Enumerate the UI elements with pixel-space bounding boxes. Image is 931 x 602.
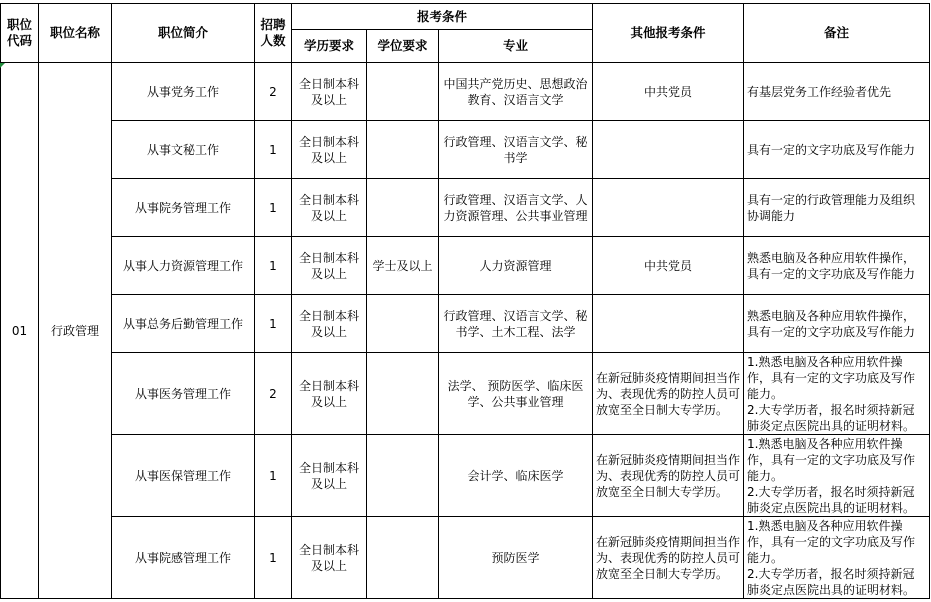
degree-cell — [367, 121, 439, 179]
major-cell: 人力资源管理 — [439, 237, 593, 295]
remark-cell: 具有一定的行政管理能力及组织协调能力 — [744, 179, 930, 237]
edu-cell: 全日制本科及以上 — [292, 517, 367, 599]
remark-cell: 熟悉电脑及各种应用软件操作，具有一定的文字功底及写作能力 — [744, 237, 930, 295]
count-cell: 1 — [255, 517, 292, 599]
major-cell: 会计学、临床医学 — [439, 435, 593, 517]
table-row — [1, 63, 930, 121]
other-cell: 中共党员 — [593, 237, 744, 295]
major-cell: 法学、 预防医学、临床医学、公共事业管理 — [439, 353, 593, 435]
edu-cell: 全日制本科及以上 — [292, 295, 367, 353]
intro-cell: 从事医务管理工作 — [112, 353, 255, 435]
other-cell: 在新冠肺炎疫情期间担当作为、表现优秀的防控人员可放宽至全日制大专学历。 — [593, 517, 744, 599]
degree-cell — [367, 179, 439, 237]
count-cell: 2 — [255, 63, 292, 121]
other-cell: 在新冠肺炎疫情期间担当作为、表现优秀的防控人员可放宽至全日制大专学历。 — [593, 435, 744, 517]
intro-cell: 从事党务工作 — [112, 63, 255, 121]
edu-cell: 全日制本科及以上 — [292, 63, 367, 121]
intro-cell: 从事院感管理工作 — [112, 517, 255, 599]
cell-comment-marker-icon — [0, 63, 5, 68]
count-cell: 1 — [255, 435, 292, 517]
major-cell: 行政管理、汉语言文学、人力资源管理、公共事业管理 — [439, 179, 593, 237]
header-major: 专业 — [439, 30, 593, 63]
table-row — [1, 517, 930, 599]
intro-cell: 从事文秘工作 — [112, 121, 255, 179]
count-cell: 1 — [255, 179, 292, 237]
position-code: 01 — [1, 63, 39, 599]
table-row — [1, 353, 930, 435]
remark-cell: 1.熟悉电脑及各种应用软件操作，具有一定的文字功底及写作能力。 2.大专学历者，报名时须持新冠肺炎定点医院出具的证明材料。 — [744, 353, 930, 435]
degree-cell — [367, 63, 439, 121]
remark-cell: 具有一定的文字功底及写作能力 — [744, 121, 930, 179]
degree-cell: 学士及以上 — [367, 237, 439, 295]
edu-cell: 全日制本科及以上 — [292, 121, 367, 179]
table-row — [1, 295, 930, 353]
header-code: 职位代码 — [1, 4, 39, 63]
intro-cell: 从事院务管理工作 — [112, 179, 255, 237]
edu-cell: 全日制本科及以上 — [292, 353, 367, 435]
edu-cell: 全日制本科及以上 — [292, 435, 367, 517]
header-edu: 学历要求 — [292, 30, 367, 63]
header-intro: 职位简介 — [112, 4, 255, 63]
other-cell — [593, 179, 744, 237]
other-cell — [593, 121, 744, 179]
intro-cell: 从事总务后勤管理工作 — [112, 295, 255, 353]
count-cell: 1 — [255, 121, 292, 179]
intro-cell: 从事人力资源管理工作 — [112, 237, 255, 295]
major-cell: 行政管理、汉语言文学、秘书学、土木工程、法学 — [439, 295, 593, 353]
remark-cell: 1.熟悉电脑及各种应用软件操作，具有一定的文字功底及写作能力。 2.大专学历者，报名时须持新冠肺炎定点医院出具的证明材料。 — [744, 435, 930, 517]
major-cell: 行政管理、汉语言文学、秘书学 — [439, 121, 593, 179]
degree-cell — [367, 353, 439, 435]
header-degree: 学位要求 — [367, 30, 439, 63]
header-name: 职位名称 — [39, 4, 112, 63]
table-row — [1, 237, 930, 295]
count-cell: 1 — [255, 237, 292, 295]
degree-cell — [367, 517, 439, 599]
major-cell: 预防医学 — [439, 517, 593, 599]
count-cell: 1 — [255, 295, 292, 353]
edu-cell: 全日制本科及以上 — [292, 237, 367, 295]
remark-cell: 熟悉电脑及各种应用软件操作，具有一定的文字功底及写作能力 — [744, 295, 930, 353]
major-cell: 中国共产党历史、思想政治教育、汉语言文学 — [439, 63, 593, 121]
recruitment-table — [0, 3, 930, 599]
edu-cell: 全日制本科及以上 — [292, 179, 367, 237]
header-remark: 备注 — [744, 4, 930, 63]
table-row — [1, 435, 930, 517]
remark-cell: 1.熟悉电脑及各种应用软件操作，具有一定的文字功底及写作能力。 2.大专学历者，报名时须持新冠肺炎定点医院出具的证明材料。 — [744, 517, 930, 599]
header-count: 招聘人数 — [255, 4, 292, 63]
intro-cell: 从事医保管理工作 — [112, 435, 255, 517]
table-row — [1, 121, 930, 179]
count-cell: 2 — [255, 353, 292, 435]
remark-cell: 有基层党务工作经验者优先 — [744, 63, 930, 121]
other-cell: 中共党员 — [593, 63, 744, 121]
header-other: 其他报考条件 — [593, 4, 744, 63]
degree-cell — [367, 295, 439, 353]
other-cell: 在新冠肺炎疫情期间担当作为、表现优秀的防控人员可放宽至全日制大专学历。 — [593, 353, 744, 435]
position-name: 行政管理 — [39, 63, 112, 599]
table-row — [1, 179, 930, 237]
degree-cell — [367, 435, 439, 517]
other-cell — [593, 295, 744, 353]
header-conditions: 报考条件 — [292, 4, 593, 30]
